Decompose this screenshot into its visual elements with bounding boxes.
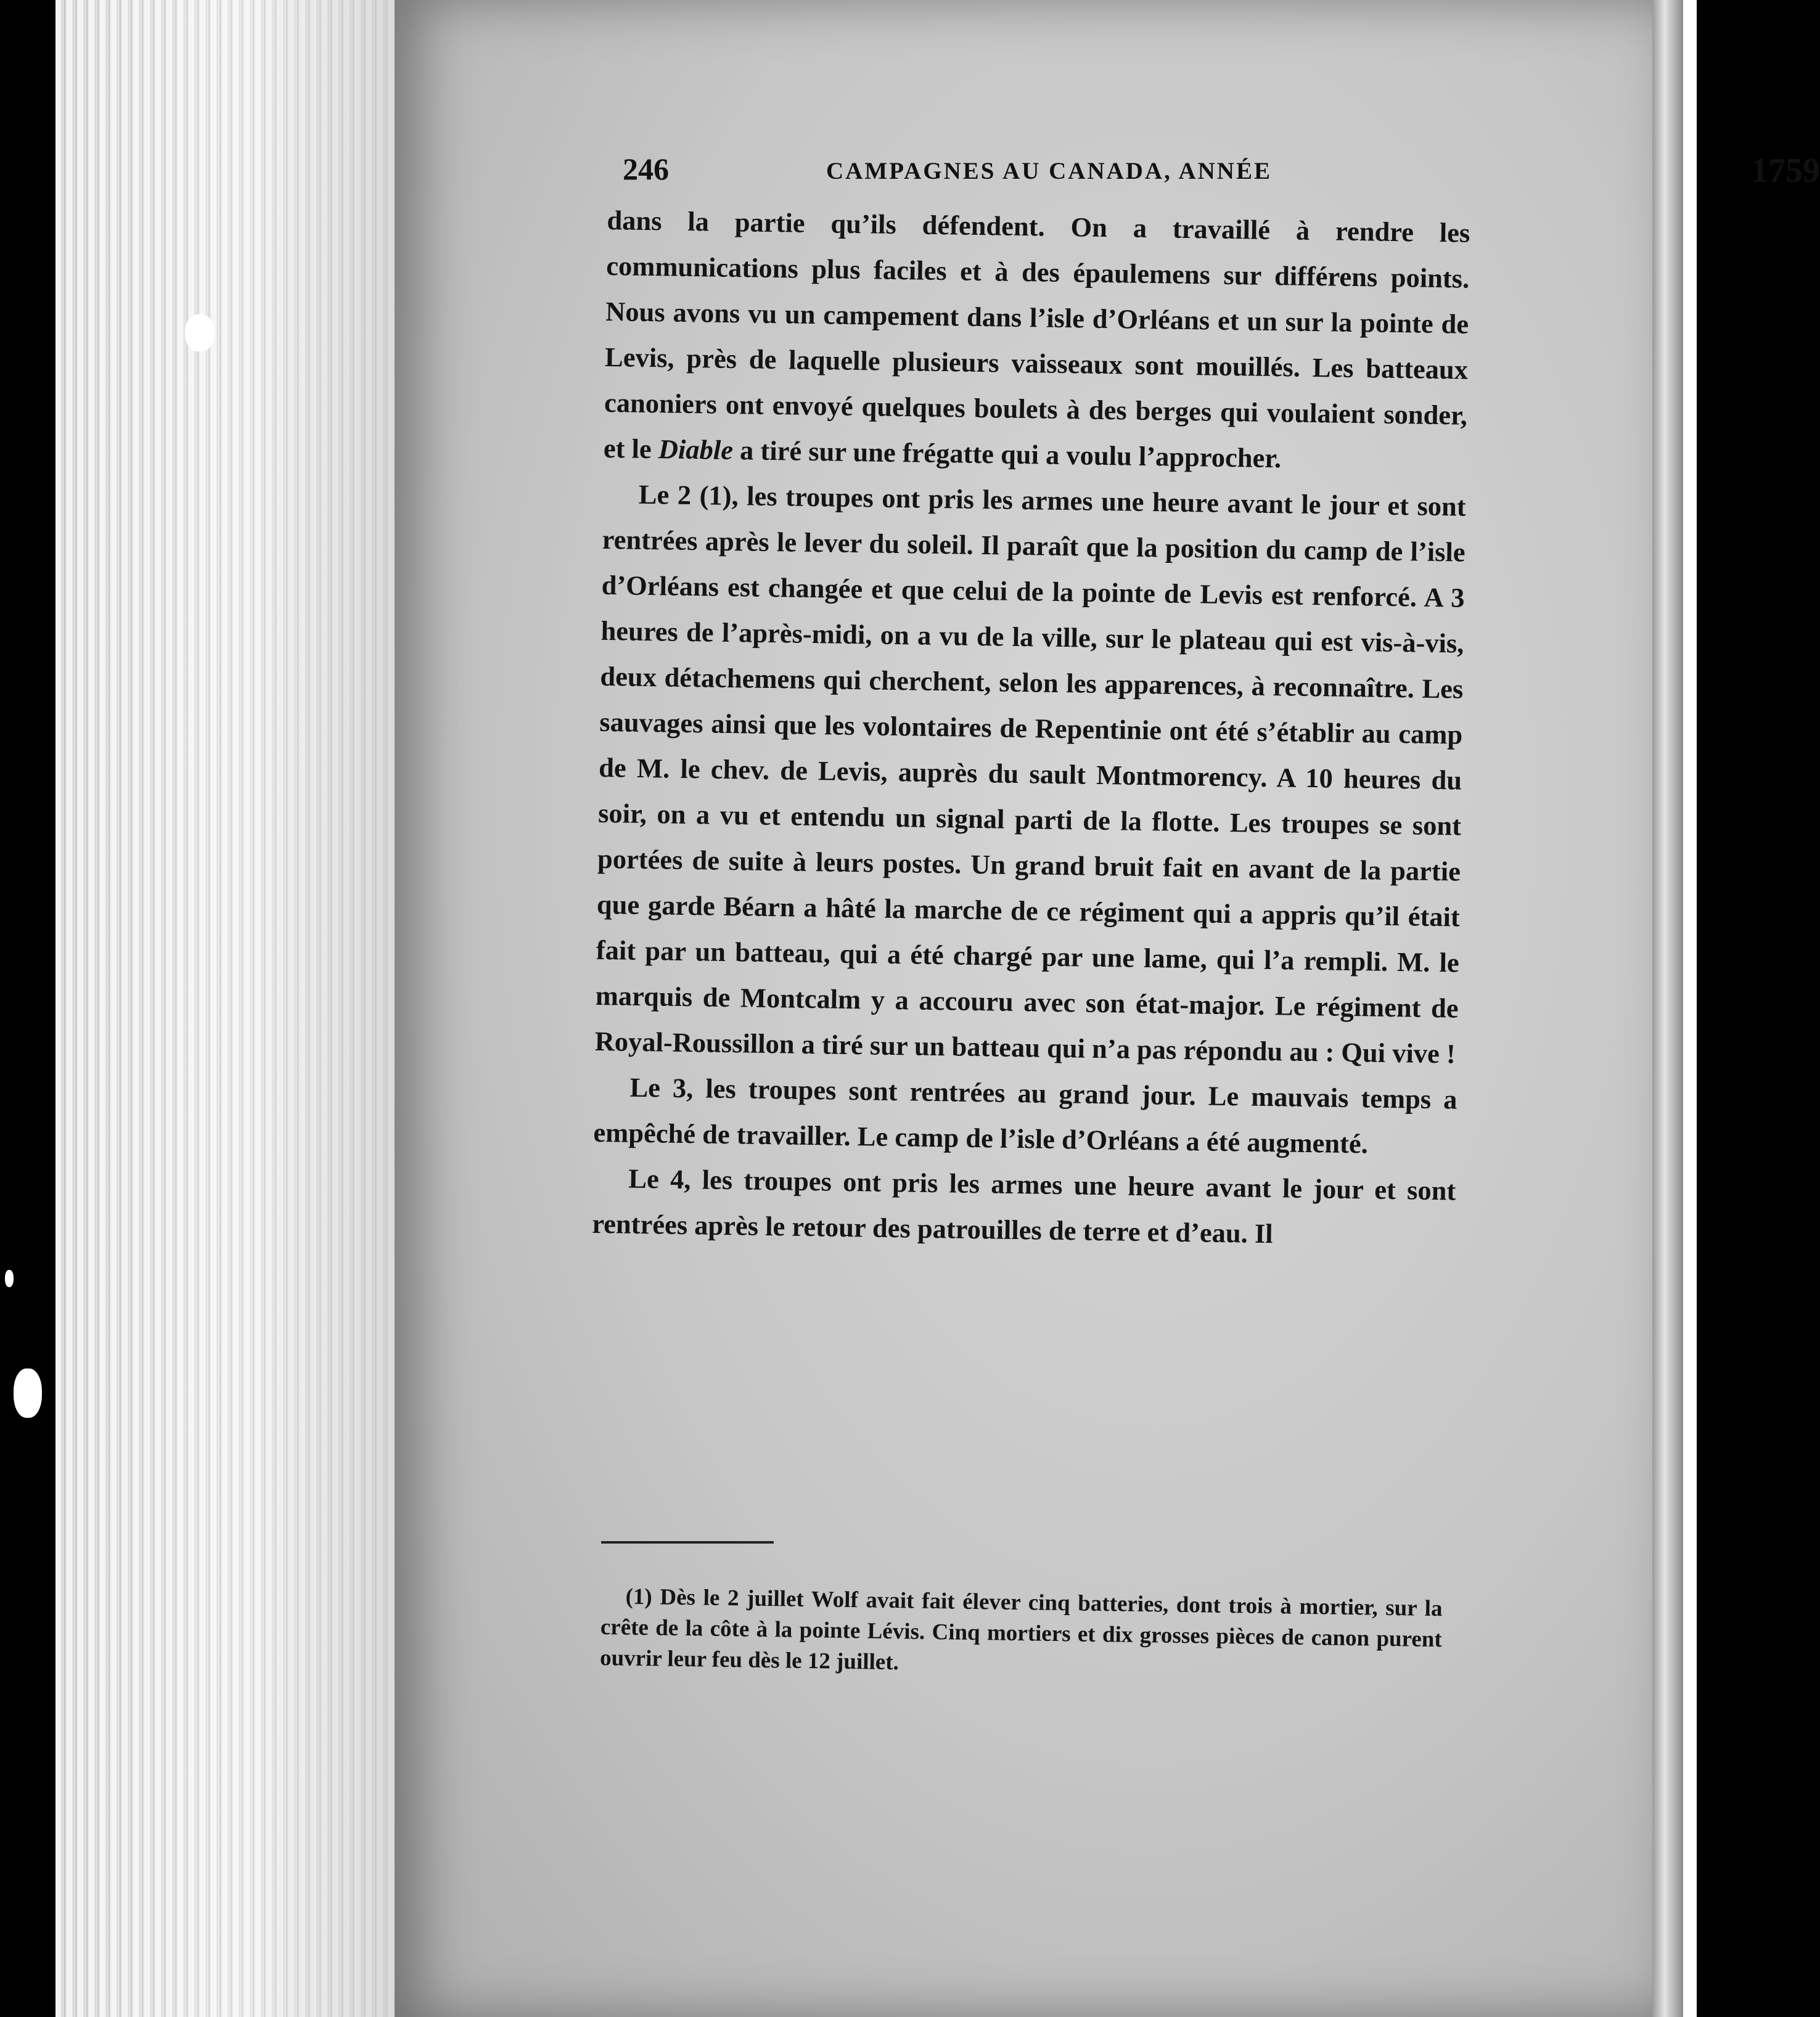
scan-border xyxy=(1683,0,1697,2017)
italic-ship-name: Diable xyxy=(658,433,734,466)
dust-speck xyxy=(5,1270,14,1287)
stacked-page-edges xyxy=(55,0,401,2017)
running-year: 1759 xyxy=(1751,152,1820,190)
paragraph-text: dans la partie qu’ils défendent. On a travaillé à rendre les communications plus faciles et à des épaulemens sur différens points. Nous avons vu un campement dans l’isle d’Orléans et un sur la pointe de Levis, près de laquelle plusieurs vaisseaux sont mouillés. Les batteaux canoniers ont envoyé quelques boulets à des berges qui voulaient sonder, et le xyxy=(603,204,1470,465)
dust-speck xyxy=(14,1369,42,1418)
running-title: CAMPAGNES AU CANADA, ANNÉE xyxy=(826,158,1272,184)
paragraph: Le 3, les troupes sont rentrées au grand jour. Le mauvais temps a empêché de travailler. Le camp de l’isle d’Orléans a été augmenté. xyxy=(593,1071,1457,1160)
body-text xyxy=(592,197,1470,1259)
footnote-text: (1) Dès le 2 juillet Wolf avait fait élever cinq batteries, dont trois à mortier, sur la crête de la côte à la pointe Lévis. Cinq mortiers et dix grosses pièces de canon purent ouvrir leur feu dès le 12 juillet. xyxy=(599,1584,1443,1675)
dust-speck xyxy=(185,314,215,351)
page-fore-edge xyxy=(1652,0,1683,2017)
page-number: 246 xyxy=(623,152,669,186)
paragraph xyxy=(603,197,1470,484)
footnote xyxy=(600,1581,1443,1686)
paragraph: Le 4, les troupes ont pris les armes une heure avant le jour et sont rentrées après le retour des patrouilles de terre et d’eau. Il xyxy=(591,1163,1456,1250)
footnote-divider xyxy=(601,1541,774,1544)
paragraph-text: a tiré sur une frégatte qui a voulu l’approcher. xyxy=(739,435,1282,474)
paragraph: Le 2 (1), les troupes ont pris les armes une heure avant le jour et sont rentrées après le lever du soleil. Il paraît que la position du camp de l’isle d’Orléans est changée et que celui de la pointe de Levis est renforcé. A 3 heures de l’après-midi, on a vu de la ville, sur le plateau qui est vis-à-vis, deux détachemens qui cherchent, selon les apparences, à reconnaître. Les sauvages ainsi que les volontaires de Repentinie ont été s’établir au camp de M. le chev. de Levis, auprès du sault Montmorency. A 10 heures du soir, on a vu et entendu un signal parti de la flotte. Les troupes se sont portées de suite à leurs postes. Un grand bruit fait en avant de la partie que garde Béarn a hâté la marche de ce régiment qui a appris qu’il était fait par un batteau, qui a été chargé par une lame, qui l’a rempli. M. le marquis de Montcalm y a accouru avec son état-major. Le régiment de Royal-Roussillon a tiré sur un batteau qui n’a pas répondu au : Qui vive ! xyxy=(594,478,1467,1070)
running-head xyxy=(623,139,1820,194)
